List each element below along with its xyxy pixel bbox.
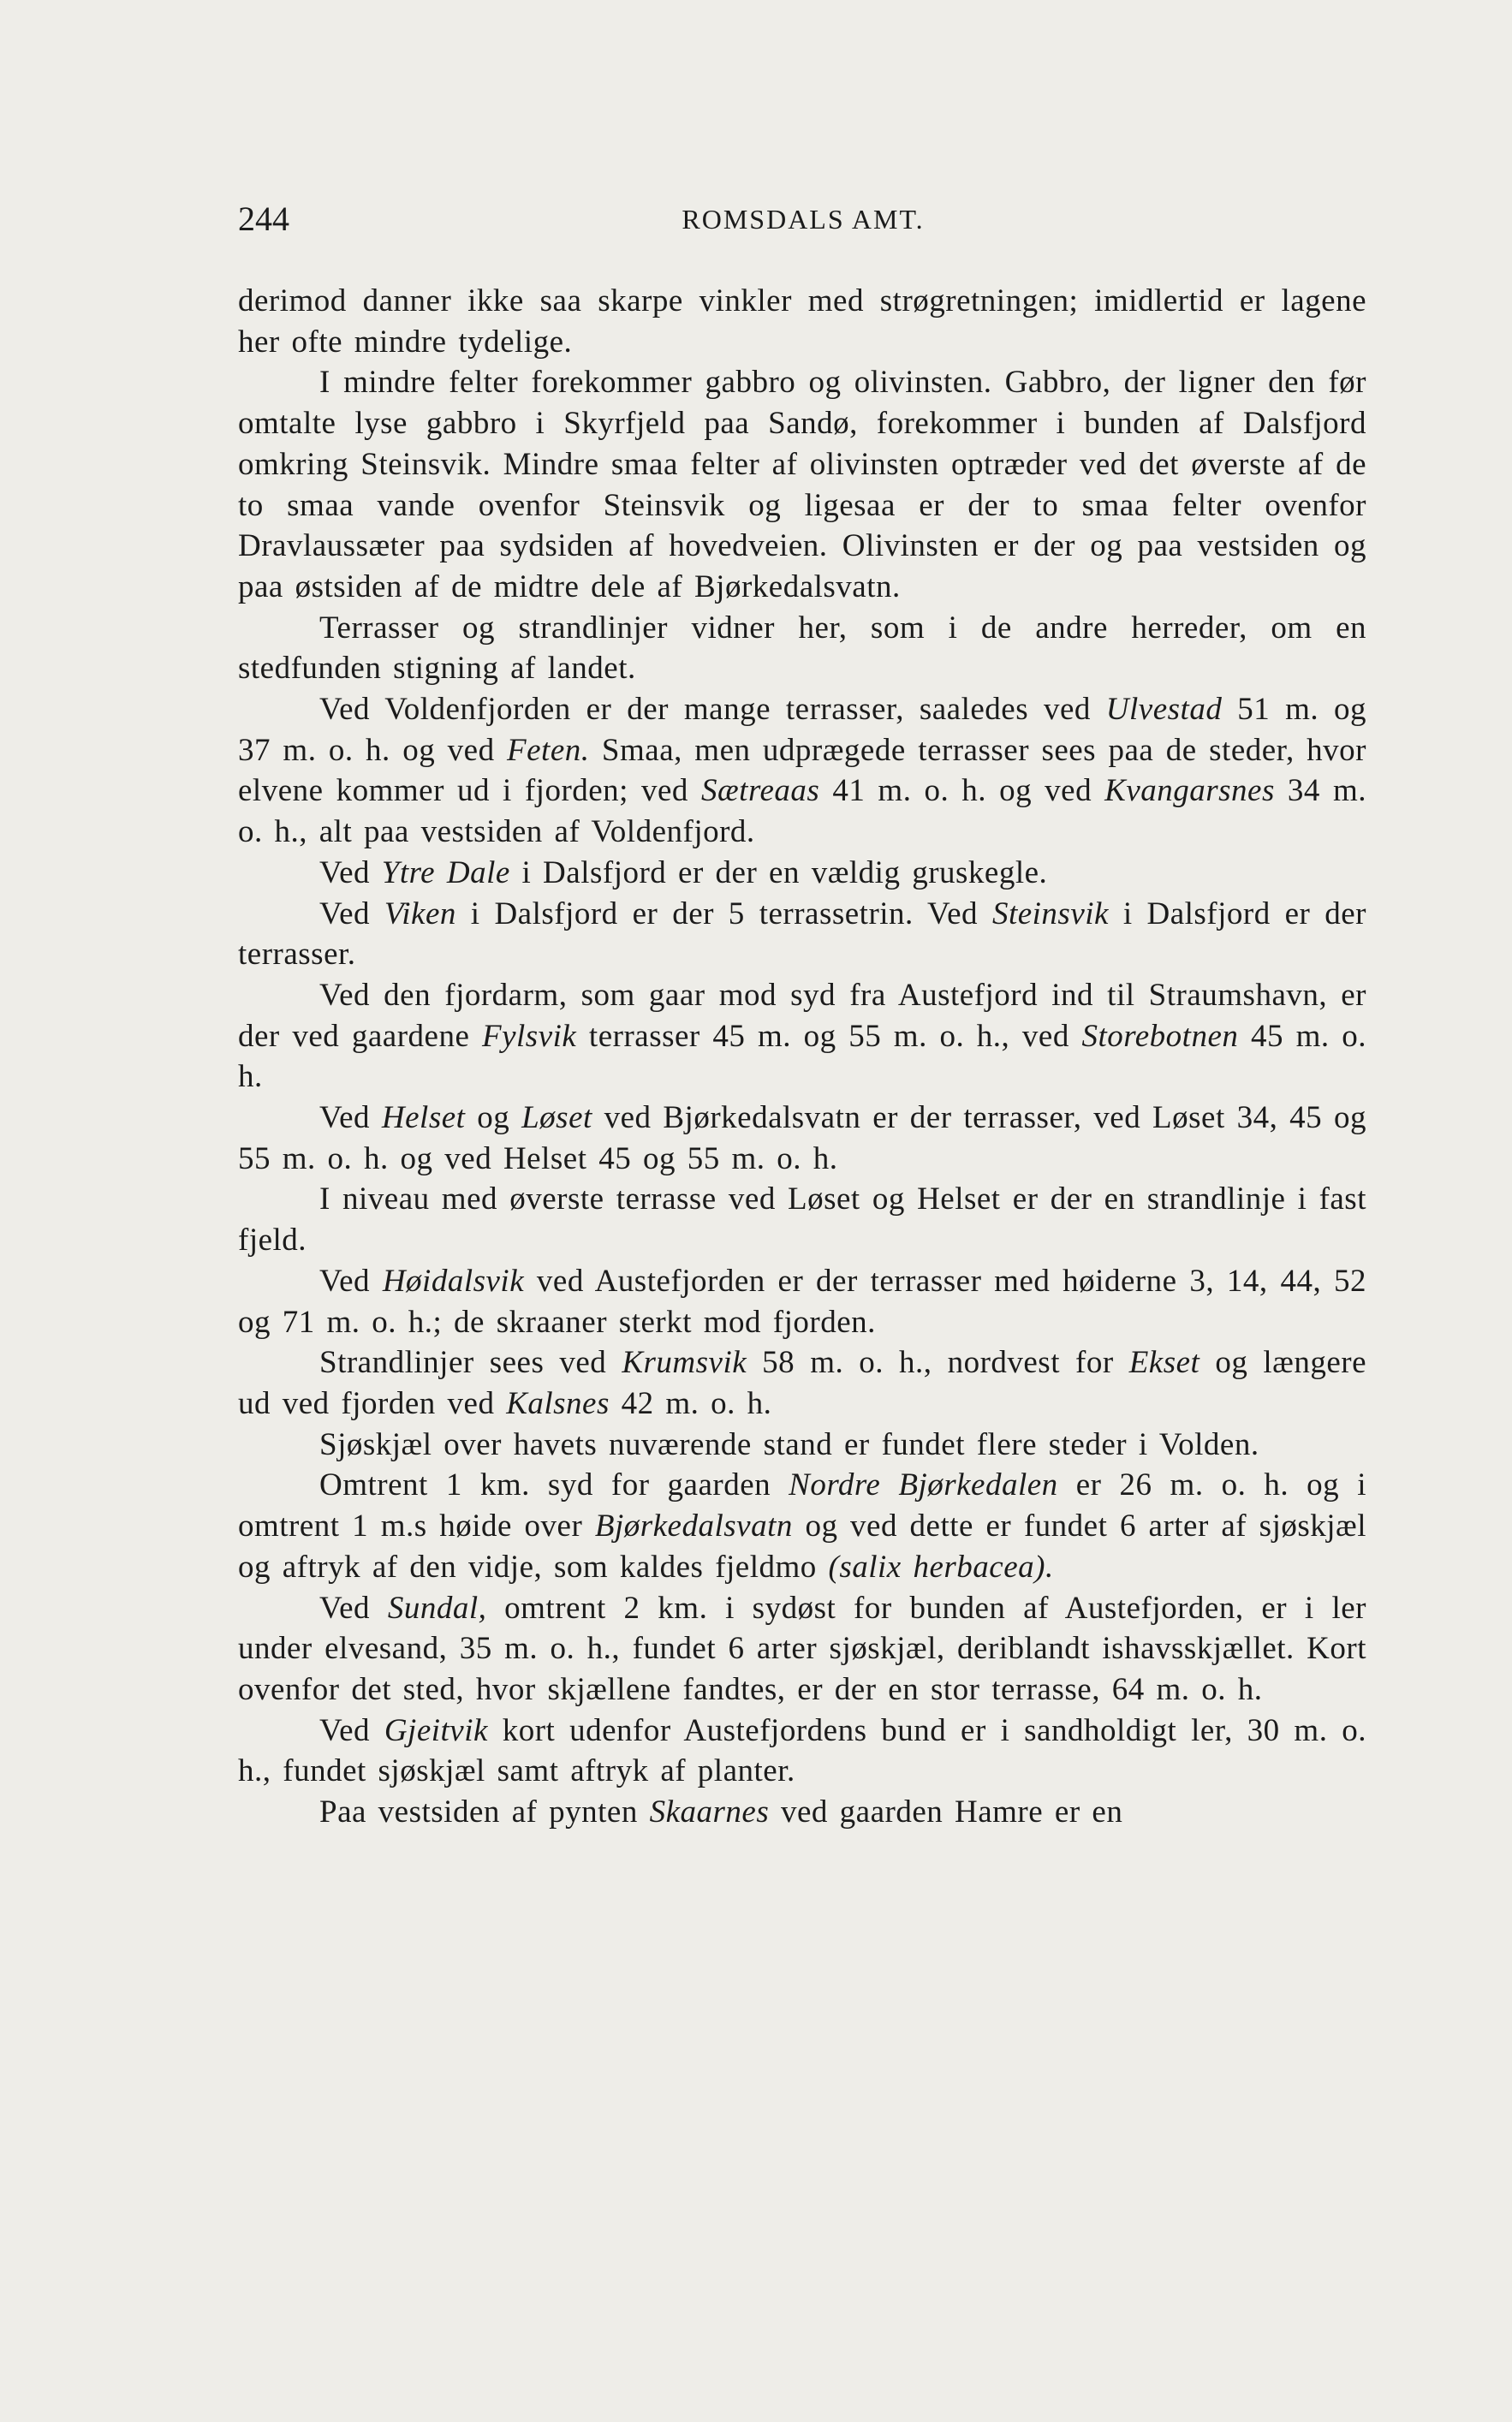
text-run: Ved: [319, 1590, 388, 1626]
paragraph: [238, 689, 1366, 853]
text-run: 34 m. o. h., alt paa vestsiden af Voldenfjord.: [238, 773, 1367, 850]
italic-place-name: Sundal,: [387, 1590, 487, 1626]
paragraph: [238, 1098, 1366, 1179]
italic-place-name: Storebotnen: [1081, 1018, 1239, 1054]
text-run: Terrasser og strandlinjer vidner her, som i de andre herreder, om en stedfunden stigning af landet.: [238, 610, 1366, 687]
text-run: 45 m. o. h.: [238, 1018, 1366, 1095]
text-run: ved Bjørkedalsvatn er der terrasser, ved Løset 34, 45 og 55 m. o. h. og ved Helset 45 og 55 m. o. h.: [238, 1100, 1367, 1176]
italic-place-name: Løset: [521, 1100, 592, 1136]
paragraph: [238, 1588, 1366, 1711]
italic-place-name: Krumsvik: [622, 1345, 747, 1381]
text-run: Ved: [319, 854, 382, 890]
text-run: kort udenfor Austefjordens bund er i sandholdigt ler, 30 m. o. h., fundet sjøskjæl samt aftryk af planter.: [238, 1712, 1366, 1789]
italic-place-name: Skaarnes: [649, 1794, 770, 1830]
paragraph: [238, 1342, 1366, 1424]
text-run: ved gaarden Hamre er en: [769, 1794, 1123, 1830]
text-run: Ved: [319, 1100, 382, 1136]
text-run: Ved: [319, 1263, 383, 1299]
page-header: [238, 199, 1368, 250]
italic-place-name: Steinsvik: [991, 896, 1109, 931]
text-run: Ved: [319, 896, 384, 931]
text-run: 58 m. o. h., nordvest for: [747, 1345, 1129, 1381]
italic-place-name: Viken: [384, 896, 456, 931]
italic-place-name: Sætreaas: [701, 773, 820, 809]
paragraph: [238, 1425, 1366, 1466]
text-run: Smaa, men udprægede terrasser sees paa de steder, hvor elvene kommer ud i fjorden; ved: [238, 732, 1366, 809]
text-run: i Dalsfjord er der 5 terrassetrin. Ved: [455, 896, 992, 931]
text-run: Ved den fjordarm, som gaar mod syd fra Austefjord ind til Straumshavn, er der ved gaardene: [238, 977, 1366, 1054]
paragraph: [238, 1792, 1366, 1833]
page-number: 244: [238, 199, 289, 238]
italic-place-name: Kalsnes: [506, 1385, 610, 1421]
text-run: terrasser 45 m. og 55 m. o. h., ved: [576, 1018, 1082, 1054]
italic-place-name: Ulvestad: [1105, 692, 1223, 728]
paragraph: [238, 1179, 1366, 1260]
italic-place-name: Gjeitvik: [384, 1712, 488, 1748]
text-run: Ved: [319, 1712, 384, 1748]
italic-place-name: Fylsvik: [482, 1018, 577, 1054]
italic-place-name: Ytre Dale: [381, 854, 510, 890]
italic-place-name: Ekset: [1128, 1345, 1200, 1381]
text-run: og længere ud ved fjorden ved: [238, 1345, 1366, 1421]
paragraph: [238, 975, 1366, 1098]
text-run: I niveau med øverste terrasse ved Løset og Helset er der en strandlinje i fast fjeld.: [238, 1181, 1366, 1259]
paragraph: [238, 281, 1366, 362]
text-run: i Dalsfjord er der terrasser.: [238, 896, 1366, 973]
text-run: Ved Voldenfjorden er der mange terrasser, saaledes ved: [319, 692, 1106, 728]
paragraph: [238, 853, 1366, 894]
text-run: 41 m. o. h. og ved: [819, 773, 1105, 809]
text-run: og ved dette er fundet 6 arter af sjøskjæl og aftryk af den vidje, som kaldes fjeldmo: [238, 1509, 1366, 1585]
text-run: 51 m. og 37 m. o. h. og ved: [238, 692, 1366, 768]
text-run: ved Austefjorden er der terrasser med høiderne 3, 14, 44, 52 og 71 m. o. h.; de skraaner sterkt mod fjorden.: [238, 1263, 1366, 1340]
running-head: ROMSDALS AMT.: [682, 204, 925, 235]
text-run: Sjøskjæl over havets nuværende stand er fundet flere steder i Volden.: [319, 1426, 1259, 1462]
paragraph: [238, 1465, 1366, 1587]
text-run: Strandlinjer sees ved: [319, 1345, 622, 1381]
italic-place-name: Nordre Bjørkedalen: [789, 1467, 1058, 1503]
text-run: omtrent 2 km. i sydøst for bunden af Austefjorden, er i ler under elvesand, 35 m. o. h., fundet 6 arter sjøskjæl, deriblandt ishavsskjællet. Kort ovenfor det sted, hvor skjællene fandtes, er der en stor terrasse, 64 m. o. h.: [238, 1590, 1366, 1707]
italic-place-name: Høidalsvik: [382, 1263, 525, 1299]
text-run: Paa vestsiden af pynten: [319, 1794, 650, 1830]
paragraph: [238, 608, 1366, 689]
italic-place-name: Feten.: [507, 732, 590, 768]
text-run: og: [465, 1100, 522, 1136]
paragraph: [238, 362, 1366, 607]
italic-place-name: (salix herbacea).: [828, 1549, 1054, 1585]
text-run: er 26 m. o. h. og i omtrent 1 m.s høide over: [238, 1467, 1366, 1544]
italic-place-name: Helset: [381, 1100, 466, 1136]
body-text: [238, 281, 1366, 1833]
paragraph: [238, 1261, 1366, 1342]
italic-place-name: Bjørkedalsvatn: [594, 1509, 793, 1544]
text-run: Omtrent 1 km. syd for gaarden: [319, 1467, 789, 1503]
paragraph: [238, 1711, 1366, 1792]
paragraph: [238, 894, 1366, 975]
text-run: 42 m. o. h.: [609, 1385, 772, 1421]
text-run: derimod danner ikke saa skarpe vinkler med strøgretningen; imidlertid er lagene her ofte mindre tydelige.: [238, 283, 1366, 360]
italic-place-name: Kvangarsnes: [1104, 773, 1275, 809]
text-run: I mindre felter forekommer gabbro og olivinsten. Gabbro, der ligner den før omtalte lyse gabbro i Skyrfjeld paa Sandø, forekommer i bunden af Dalsfjord omkring Steinsvik. Mindre smaa felter af olivinsten optræder ved det øverste af de to smaa vande ovenfor Steinsvik og ligesaa er der to smaa felter ovenfor Dravlaussæter paa sydsiden af hovedveien. Olivinsten er der og paa vestsiden og paa østsiden af de midtre dele af Bjørkedalsvatn.: [238, 365, 1366, 604]
text-run: i Dalsfjord er der en vældig gruskegle.: [509, 854, 1048, 890]
